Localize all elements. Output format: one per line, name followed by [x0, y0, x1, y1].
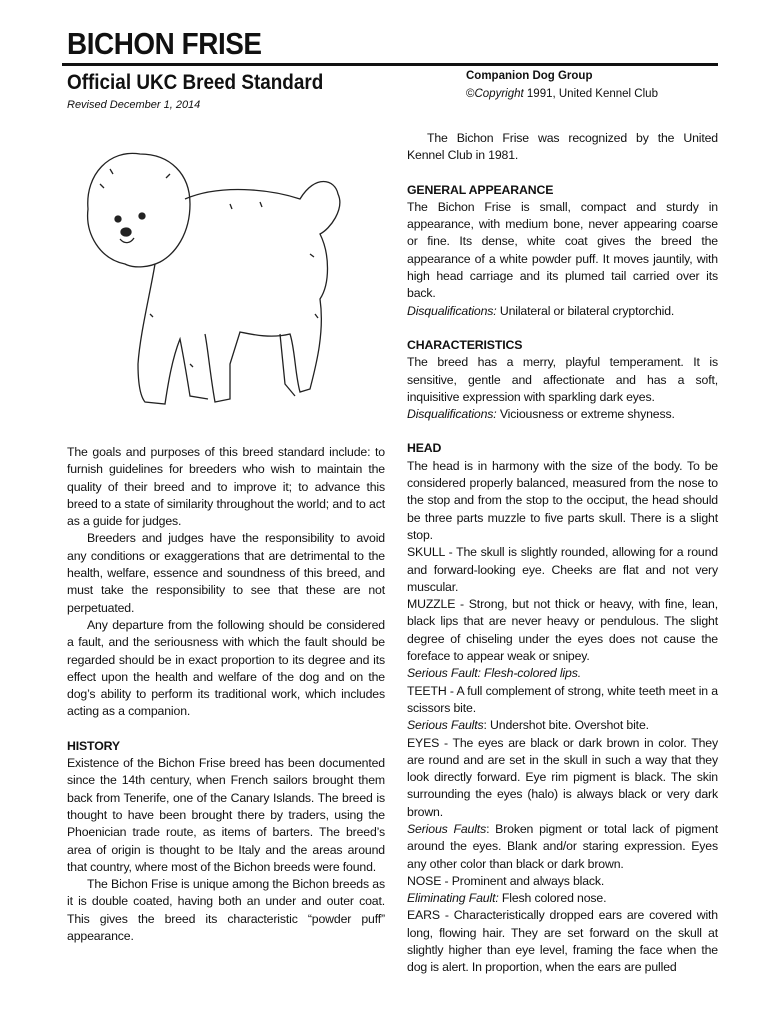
skull-text: SKULL - The skull is slightly rounded, allowing for a round and forward-looking eye. Cheeks are flat and not very muscular. [407, 545, 718, 594]
dog-group: Companion Dog Group [466, 70, 593, 82]
dq-text: Unilateral or bilateral cryptorchid. [496, 303, 675, 318]
purpose-paragraph: The goals and purposes of this breed standard include: to furnish guidelines for breeders who wish to maintain the quality of their breed and to improve it; to advance this breed to a state of similarity throughout the world; and to act as a guide for judges. [67, 445, 385, 529]
dq-label: Disqualifications: [407, 407, 497, 422]
characteristics-text: The breed has a merry, playful temperament. It is sensitive, gentle and affectionate and has a soft, inquisitive expression with sparkling dark eyes. [407, 355, 718, 404]
history-paragraph-2: The Bichon Frise is unique among the Bichon breeds as it is double coated, having both an under and outer coat. This gives the breed its characteristic “powder puff” appearance. [67, 877, 385, 944]
head-heading: HEAD [407, 441, 442, 456]
fault-label: Serious Faults [407, 718, 484, 733]
right-column [407, 130, 718, 977]
characteristics-disqualifications [407, 406, 718, 423]
muzzle-fault [407, 665, 718, 682]
responsibility-paragraph: Breeders and judges have the responsibility to avoid any conditions or exaggerations that are detrimental to the health, welfare, essence and soundness of this breed, and must take the responsibility to see that these are not perpetuated. [67, 531, 385, 615]
left-column [67, 444, 385, 945]
recognition-intro: The Bichon Frise was recognized by the United Kennel Club in 1981. [407, 131, 718, 163]
title-rule [62, 63, 718, 66]
faults-paragraph: Any departure from the following should be considered a fault, and the seriousness with which the fault should be regarded should be in exact proportion to its degree and its effect upon the health and welfare of the dog and on the dog’s ability to perform its traditional work, which includes acting as a companion. [67, 617, 385, 719]
nose-text: NOSE - Prominent and always black. [407, 873, 605, 888]
copyright-text: 1991, United Kennel Club [523, 88, 658, 100]
dq-label: Disqualifications: [407, 303, 497, 318]
revised-date: Revised December 1, 2014 [67, 99, 201, 111]
fault-label: Eliminating Fault: [407, 891, 499, 906]
nose-fault [407, 890, 718, 907]
teeth-text: TEETH - A full complement of strong, white teeth meet in a scissors bite. [407, 683, 718, 715]
head-text: The head is in harmony with the size of the body. To be considered properly balanced, measured from the nose to the stop and from the stop to the occiput, the head should be three parts muzzle to five parts skull. There is a slight stop. [407, 458, 718, 542]
copyright [466, 88, 658, 100]
teeth-fault [407, 717, 718, 734]
dq-text: Viciousness or extreme shyness. [496, 407, 675, 422]
fault-text: Serious Fault: Flesh-colored lips. [407, 666, 581, 681]
fault-label: Serious Faults [407, 821, 487, 836]
general-appearance-text: The Bichon Frise is small, compact and sturdy in appearance, with medium bone, never appearing coarse or fine. Its dense, white coat gives the breed the appearance of a white powder puff. It moves jauntily, with high head carriage and its plumed tail carried over its back. [407, 199, 718, 301]
general-disqualifications [407, 303, 718, 320]
history-paragraph-1: Existence of the Bichon Frise breed has been documented since the 14th century, when French sailors brought them back from Tenerife, one of the Canary Islands. The breed is thought to have been brought there by traders, using the Phoenician trade route, as items of barters. The breed’s area of origin is thought to be Italy and the areas around that country, where most of the Bichon breeds were found. [67, 756, 385, 874]
general-appearance-heading: GENERAL APPEARANCE [407, 182, 554, 197]
standard-subtitle: Official UKC Breed Standard [67, 71, 324, 94]
breed-title: BICHON FRISE [67, 26, 262, 61]
copyright-word: Copyright [474, 88, 524, 100]
eyes-text: EYES - The eyes are black or dark brown in color. They are round and are set in the skull in such a way that they look directly forward. Eye rim pigment is black. The skin surrounding the eyes (halo) is always black or very dark brown. [407, 735, 718, 819]
bichon-illustration [80, 134, 370, 424]
history-heading: HISTORY [67, 738, 120, 753]
ears-text: EARS - Characteristically dropped ears are covered with long, flowing hair. They are set forward on the skull at slightly higher than eye level, framing the face when the dog is alert. In proportion, when the ears are pulled [407, 908, 718, 975]
copyright-symbol: © [466, 88, 475, 100]
fault-text: : Undershot bite. Overshot bite. [483, 718, 649, 733]
eyes-fault [407, 821, 718, 873]
fault-text: Flesh colored nose. [498, 891, 607, 906]
fault-text: : Broken pigment or total lack of pigment around the eyes. Blank and/or staring expression. Eyes any other color than black or dark brown. [407, 821, 718, 871]
muzzle-text: MUZZLE - Strong, but not thick or heavy, with fine, lean, black lips that are never heavy or pendulous. The slight degree of chiseling under the eyes does not cause the foreface to appear weak or snipey. [407, 597, 718, 664]
characteristics-heading: CHARACTERISTICS [407, 337, 523, 352]
